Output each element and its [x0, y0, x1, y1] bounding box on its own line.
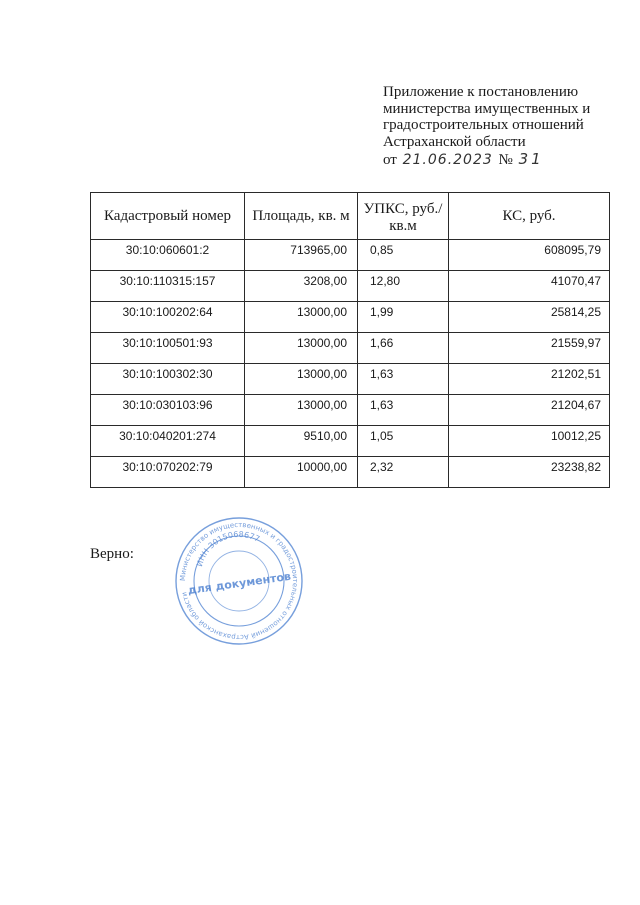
date-prefix: от: [383, 152, 397, 168]
cell-upks: 0,85: [358, 240, 449, 271]
table-row: [91, 271, 610, 302]
cell-upks: 1,63: [358, 364, 449, 395]
table-row: [91, 364, 610, 395]
column-header-cadastral: Кадастровый номер: [91, 193, 245, 240]
cell-ks: 25814,25: [449, 302, 610, 333]
cell-upks: 1,99: [358, 302, 449, 333]
number-value-handwritten: 31: [518, 150, 544, 168]
date-value-handwritten: 21.06.2023: [402, 152, 493, 168]
cell-area: 13000,00: [245, 333, 358, 364]
cell-area: 13000,00: [245, 395, 358, 426]
cell-area: 3208,00: [245, 271, 358, 302]
cell-cadastral: 30:10:030103:96: [91, 395, 245, 426]
cell-cadastral: 30:10:070202:79: [91, 457, 245, 488]
header-line-3: градостроительных отношений: [383, 117, 584, 133]
cell-ks: 21204,67: [449, 395, 610, 426]
stamp-inn-text: ИНН 3015068677: [195, 529, 262, 568]
header-line-4: Астраханской области: [383, 133, 526, 150]
number-prefix: №: [498, 152, 513, 168]
header-date-line: [383, 151, 633, 169]
cell-cadastral: 30:10:100302:30: [91, 364, 245, 395]
cell-cadastral: 30:10:100501:93: [91, 333, 245, 364]
table-row: [91, 395, 610, 426]
cell-cadastral: 30:10:040201:274: [91, 426, 245, 457]
table-row: [91, 302, 610, 333]
stamp-ring-text: Министерство имущественных и градостроительных отношений Астраханской области: [178, 520, 300, 642]
cell-cadastral: 30:10:110315:157: [91, 271, 245, 302]
cell-area: 713965,00: [245, 240, 358, 271]
column-header-area: Площадь, кв. м: [245, 193, 358, 240]
cell-upks: 12,80: [358, 271, 449, 302]
cell-area: 9510,00: [245, 426, 358, 457]
cell-area: 10000,00: [245, 457, 358, 488]
cell-ks: 21202,51: [449, 364, 610, 395]
column-header-upks: УПКС, руб./кв.м: [358, 193, 449, 240]
cell-area: 13000,00: [245, 364, 358, 395]
table-row: [91, 457, 610, 488]
verno-label: Верно:: [90, 546, 134, 562]
table-row: [91, 333, 610, 364]
cell-cadastral: 30:10:060601:2: [91, 240, 245, 271]
cell-upks: 2,32: [358, 457, 449, 488]
cell-ks: 21559,97: [449, 333, 610, 364]
cell-upks: 1,05: [358, 426, 449, 457]
document-header: [383, 84, 633, 169]
cell-cadastral: 30:10:100202:64: [91, 302, 245, 333]
table-header-row: [91, 193, 610, 240]
cell-ks: 23238,82: [449, 457, 610, 488]
cell-ks: 41070,47: [449, 271, 610, 302]
header-line-2: министерства имущественных и: [383, 100, 591, 117]
stamp-center-text: для документов: [187, 569, 292, 598]
cell-upks: 1,66: [358, 333, 449, 364]
cell-area: 13000,00: [245, 302, 358, 333]
column-header-ks: КС, руб.: [449, 193, 610, 240]
cell-upks: 1,63: [358, 395, 449, 426]
cell-ks: 608095,79: [449, 240, 610, 271]
cadastral-value-table: [90, 192, 610, 488]
cell-ks: 10012,25: [449, 426, 610, 457]
official-stamp: [173, 515, 305, 647]
header-line-1: Приложение к постановлению: [383, 84, 579, 100]
table-row: [91, 426, 610, 457]
table-row: [91, 240, 610, 271]
